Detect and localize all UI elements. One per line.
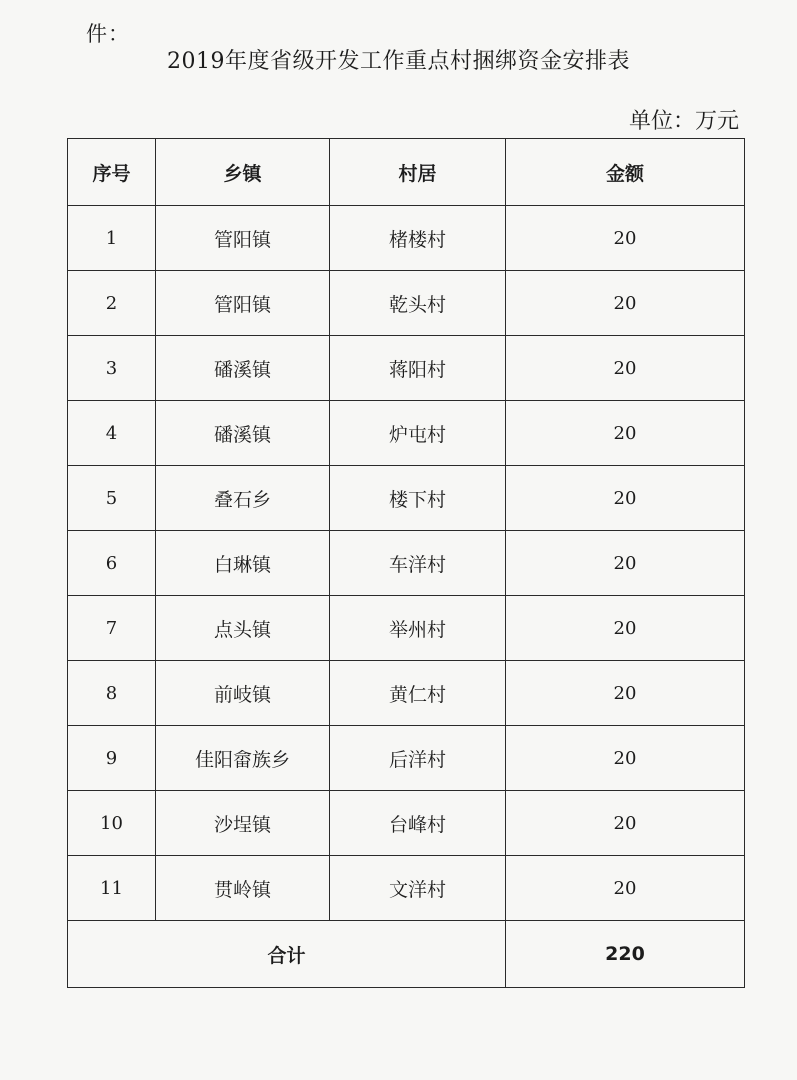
row-amount: 20 [506, 206, 745, 271]
row-town: 前岐镇 [156, 661, 330, 726]
table-row [68, 206, 745, 271]
row-town: 管阳镇 [156, 206, 330, 271]
row-amount: 20 [506, 596, 745, 661]
table-row [68, 726, 745, 791]
row-no: 5 [68, 466, 156, 531]
row-town: 点头镇 [156, 596, 330, 661]
row-no: 4 [68, 401, 156, 466]
row-village: 举州村 [330, 596, 506, 661]
table-row [68, 531, 745, 596]
row-amount: 20 [506, 726, 745, 791]
row-town: 磻溪镇 [156, 401, 330, 466]
row-amount: 20 [506, 401, 745, 466]
column-header-amount: 金额 [506, 139, 745, 206]
table-row [68, 401, 745, 466]
row-no: 9 [68, 726, 156, 791]
row-village: 炉屯村 [330, 401, 506, 466]
row-no: 3 [68, 336, 156, 401]
row-village: 黄仁村 [330, 661, 506, 726]
row-no: 10 [68, 791, 156, 856]
column-header-no: 序号 [68, 139, 156, 206]
total-row [68, 921, 745, 988]
row-village: 车洋村 [330, 531, 506, 596]
row-village: 楼下村 [330, 466, 506, 531]
row-town: 白琳镇 [156, 531, 330, 596]
row-town: 佳阳畲族乡 [156, 726, 330, 791]
row-town: 贯岭镇 [156, 856, 330, 921]
total-amount: 220 [506, 921, 745, 988]
table-row [68, 271, 745, 336]
unit-label: 单位：万元 [628, 109, 739, 134]
row-village: 台峰村 [330, 791, 506, 856]
row-amount: 20 [506, 791, 745, 856]
row-no: 7 [68, 596, 156, 661]
row-no: 2 [68, 271, 156, 336]
allocation-table [67, 138, 745, 988]
row-no: 1 [68, 206, 156, 271]
row-town: 管阳镇 [156, 271, 330, 336]
row-amount: 20 [506, 661, 745, 726]
table-row [68, 596, 745, 661]
table-row [68, 856, 745, 921]
row-village: 蒋阳村 [330, 336, 506, 401]
row-village: 后洋村 [330, 726, 506, 791]
table-row [68, 791, 745, 856]
row-town: 沙埕镇 [156, 791, 330, 856]
attachment-label: 件： [86, 22, 130, 46]
row-no: 11 [68, 856, 156, 921]
column-header-town: 乡镇 [156, 139, 330, 206]
row-amount: 20 [506, 336, 745, 401]
row-no: 8 [68, 661, 156, 726]
row-village: 乾头村 [330, 271, 506, 336]
table-header-row [68, 139, 745, 206]
row-amount: 20 [506, 531, 745, 596]
row-amount: 20 [506, 466, 745, 531]
row-amount: 20 [506, 271, 745, 336]
table-row [68, 661, 745, 726]
row-amount: 20 [506, 856, 745, 921]
row-no: 6 [68, 531, 156, 596]
row-village: 楮楼村 [330, 206, 506, 271]
row-town: 磻溪镇 [156, 336, 330, 401]
table-row [68, 466, 745, 531]
row-town: 叠石乡 [156, 466, 330, 531]
table-row [68, 336, 745, 401]
column-header-village: 村居 [330, 139, 506, 206]
row-village: 文洋村 [330, 856, 506, 921]
document-title: 2019年度省级开发工作重点村捆绑资金安排表 [167, 49, 630, 74]
total-label: 合计 [68, 921, 506, 988]
